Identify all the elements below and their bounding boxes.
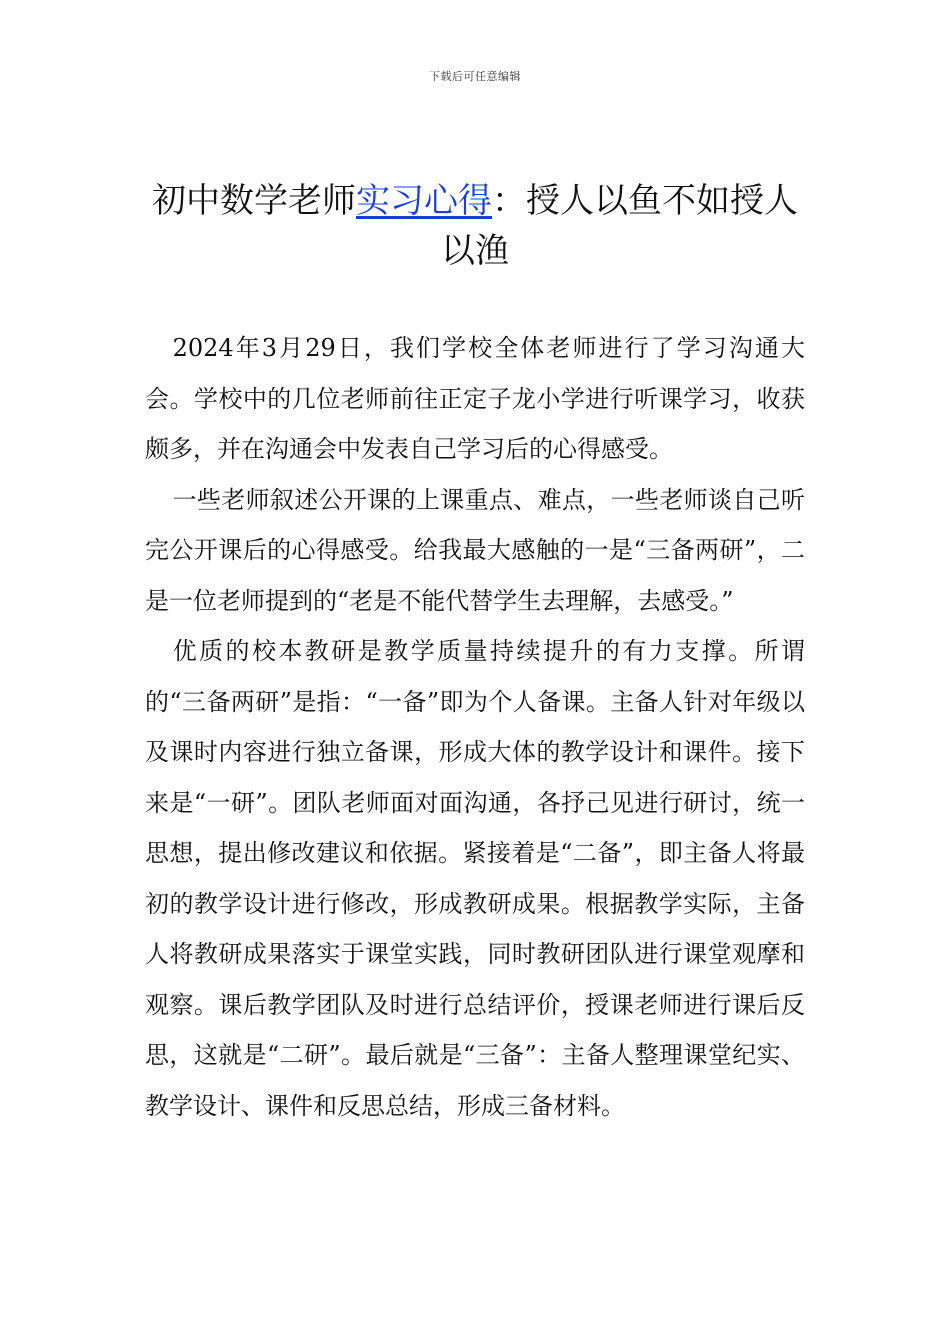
article-body — [145, 323, 805, 1131]
header-note: 下载后可任意编辑 — [429, 70, 521, 83]
paragraph-3: 优质的校本教研是教学质量持续提升的有力支撑。所谓的“三备两研”是指：“一备”即为个人备课。主备人针对年级以及课时内容进行独立备课，形成大体的教学设计和课件。接下来是“一研”。团队老师面对面沟通，各抒己见进行研讨，统一思想，提出修改建议和依据。紧接着是“二备”，即主备人将最初的教学设计进行修改，形成教研成果。根据教学实际，主备人将教研成果落实于课堂实践，同时教研团队进行课堂观摩和观察。课后教学团队及时进行总结评价，授课老师进行课后反思，这就是“二研”。最后就是“三备”：主备人整理课堂纪实、教学设计、课件和反思总结，形成三备材料。 — [145, 637, 805, 1120]
paragraph-2: 一些老师叙述公开课的上课重点、难点，一些老师谈自己听完公开课后的心得感受。给我最大感触的一是“三备两研”，二是一位老师提到的“老是不能代替学生去理解，去感受。” — [145, 485, 805, 615]
page-title — [140, 176, 810, 276]
title-suffix: ：授人以鱼不如授人以渔 — [441, 181, 798, 271]
paragraph-1: 2024年3月29日，我们学校全体老师进行了学习沟通大会。学校中的几位老师前往正定子龙小学进行听课学习，收获颇多，并在沟通会中发表自己学习后的心得感受。 — [145, 334, 805, 463]
title-link[interactable]: 实习心得 — [356, 181, 492, 221]
title-prefix: 初中数学老师 — [152, 181, 356, 221]
